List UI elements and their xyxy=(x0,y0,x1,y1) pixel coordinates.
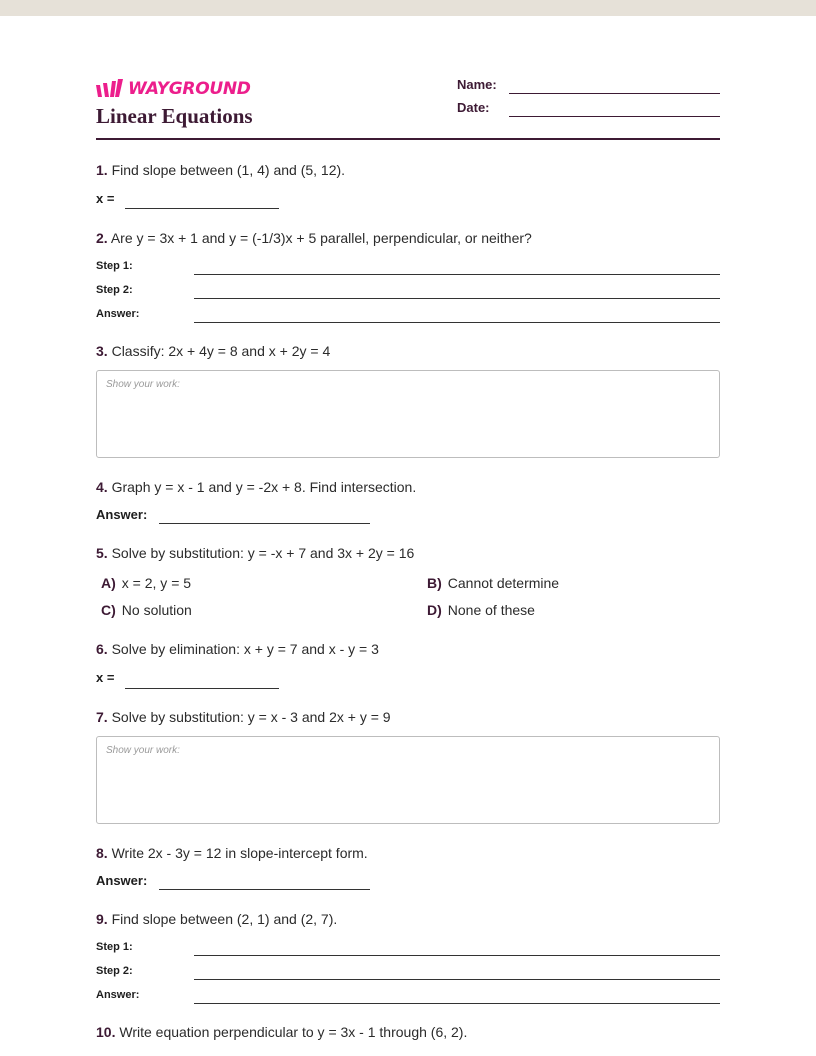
option-letter: B) xyxy=(427,575,442,591)
answer-label: Answer: xyxy=(96,507,148,522)
date-label: Date: xyxy=(457,100,490,115)
answer-line[interactable] xyxy=(159,523,370,524)
question-number: 1. xyxy=(96,162,108,178)
option-a[interactable] xyxy=(101,574,191,592)
option-d[interactable] xyxy=(427,601,535,619)
question-number: 9. xyxy=(96,911,108,927)
option-text: None of these xyxy=(447,602,535,618)
question-4 xyxy=(96,478,416,496)
question-text: Are y = 3x + 1 and y = (-1/3)x + 5 parallel, perpendicular, or neither? xyxy=(110,230,532,246)
brand-name: WAYGROUND xyxy=(128,79,251,99)
question-number: 2. xyxy=(96,230,108,246)
step-line[interactable] xyxy=(194,955,720,956)
question-10 xyxy=(96,1023,467,1041)
question-number: 3. xyxy=(96,343,108,359)
option-letter: D) xyxy=(427,602,442,618)
step-label: Step 2: xyxy=(96,284,133,296)
step-label: Step 2: xyxy=(96,965,133,977)
question-8 xyxy=(96,844,368,862)
header-divider xyxy=(96,138,720,140)
option-letter: A) xyxy=(101,575,116,591)
work-area[interactable] xyxy=(96,736,720,824)
answer-line[interactable] xyxy=(194,1003,720,1004)
answer-label: x = xyxy=(96,191,115,206)
answer-label: x = xyxy=(96,670,115,685)
question-text: Find slope between (2, 1) and (2, 7). xyxy=(111,911,338,927)
question-7 xyxy=(96,708,391,726)
step-label: Step 1: xyxy=(96,941,133,953)
wayground-logo-icon xyxy=(96,79,124,99)
answer-line[interactable] xyxy=(159,889,370,890)
answer-label: Answer: xyxy=(96,873,148,888)
question-text: Write equation perpendicular to y = 3x - 1 through (6, 2). xyxy=(119,1024,468,1040)
step-label: Step 1: xyxy=(96,260,133,272)
option-text: No solution xyxy=(121,602,192,618)
option-c[interactable] xyxy=(101,601,192,619)
question-5 xyxy=(96,544,414,562)
name-field[interactable] xyxy=(457,76,720,94)
step-line[interactable] xyxy=(194,274,720,275)
date-line[interactable] xyxy=(509,116,720,117)
option-letter: C) xyxy=(101,602,116,618)
work-placeholder: Show your work: xyxy=(106,745,180,756)
name-label: Name: xyxy=(457,77,497,92)
question-number: 6. xyxy=(96,641,108,657)
question-1 xyxy=(96,161,345,179)
question-text: Write 2x - 3y = 12 in slope-intercept form. xyxy=(111,845,368,861)
brand-logo xyxy=(96,78,251,100)
answer-line[interactable] xyxy=(194,322,720,323)
question-9 xyxy=(96,910,337,928)
question-text: Solve by elimination: x + y = 7 and x - y = 3 xyxy=(111,641,379,657)
step-line[interactable] xyxy=(194,979,720,980)
question-number: 8. xyxy=(96,845,108,861)
question-text: Solve by substitution: y = -x + 7 and 3x + 2y = 16 xyxy=(111,545,415,561)
step-label: Answer: xyxy=(96,989,140,1001)
worksheet-title: Linear Equations xyxy=(96,104,253,128)
question-6 xyxy=(96,640,379,658)
option-text: x = 2, y = 5 xyxy=(121,575,192,591)
work-area[interactable] xyxy=(96,370,720,458)
top-bar xyxy=(0,0,816,16)
answer-line[interactable] xyxy=(125,208,279,209)
question-text: Graph y = x - 1 and y = -2x + 8. Find intersection. xyxy=(111,479,417,495)
option-b[interactable] xyxy=(427,574,559,592)
answer-line[interactable] xyxy=(125,688,279,689)
question-text: Find slope between (1, 4) and (5, 12). xyxy=(111,162,346,178)
name-line[interactable] xyxy=(509,93,720,94)
question-number: 7. xyxy=(96,709,108,725)
question-text: Classify: 2x + 4y = 8 and x + 2y = 4 xyxy=(111,343,331,359)
date-field[interactable] xyxy=(457,99,720,117)
question-text: Solve by substitution: y = x - 3 and 2x + y = 9 xyxy=(111,709,391,725)
question-number: 5. xyxy=(96,545,108,561)
step-line[interactable] xyxy=(194,298,720,299)
question-2 xyxy=(96,229,532,247)
option-text: Cannot determine xyxy=(447,575,560,591)
question-number: 4. xyxy=(96,479,108,495)
question-3 xyxy=(96,342,330,360)
step-label: Answer: xyxy=(96,308,140,320)
work-placeholder: Show your work: xyxy=(106,379,180,390)
question-number: 10. xyxy=(96,1024,116,1040)
